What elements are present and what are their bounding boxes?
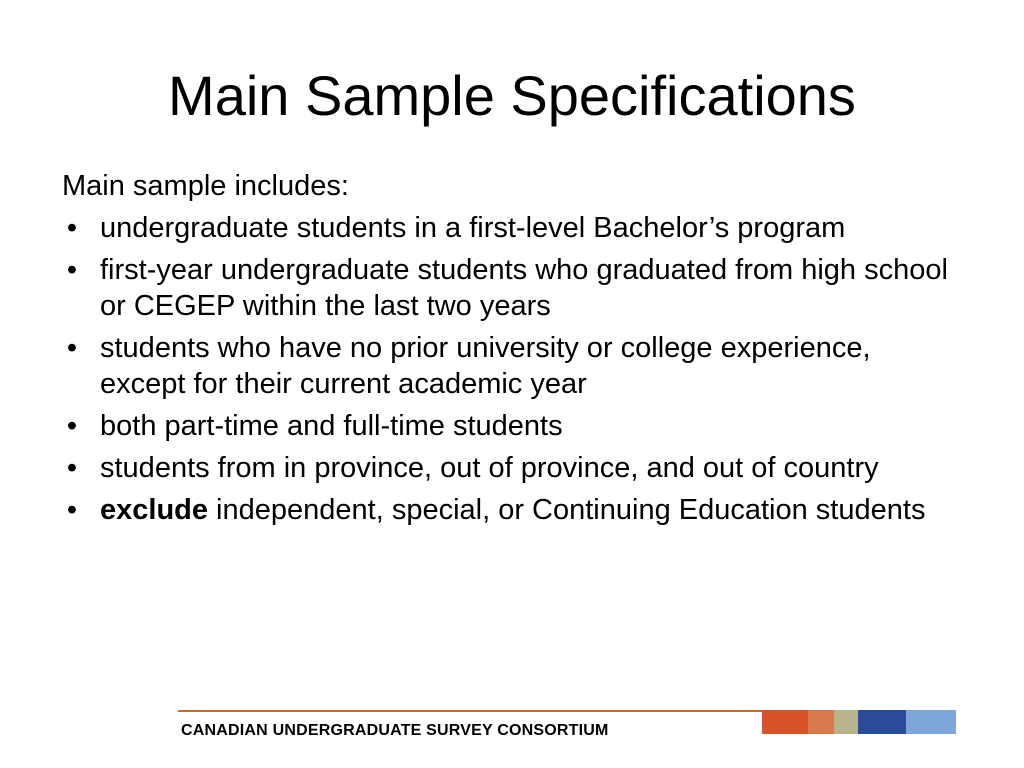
bullet-icon: •: [66, 452, 78, 484]
bullet-text: both part-time and full-time students: [100, 410, 563, 442]
bullet-item: [62, 408, 962, 444]
bullet-item: [62, 450, 962, 486]
bullet-item: [62, 330, 962, 402]
bullet-text: independent, special, or Continuing Education students: [208, 494, 926, 526]
bullet-item: [62, 492, 962, 528]
footer-color-block: [762, 710, 808, 734]
bullet-text: first-year undergraduate students who graduated from high school or CEGEP within the last two years: [100, 254, 948, 322]
footer-color-block: [906, 710, 956, 734]
bullet-emphasis: exclude: [100, 494, 208, 526]
bullet-item: [62, 252, 962, 324]
bullet-list: [62, 210, 962, 528]
footer-divider: [178, 710, 764, 712]
intro-text: Main sample includes:: [62, 170, 349, 202]
bullet-icon: •: [66, 332, 78, 364]
footer-color-block: [834, 710, 858, 734]
footer-color-bar: [762, 710, 956, 734]
slide-title: Main Sample Specifications: [168, 64, 856, 127]
footer-color-block: [808, 710, 834, 734]
bullet-item: [62, 210, 962, 246]
slide-body: [62, 168, 962, 534]
footer-label: CANADIAN UNDERGRADUATE SURVEY CONSORTIUM: [181, 722, 609, 739]
bullet-icon: •: [66, 494, 78, 526]
bullet-text: undergraduate students in a first-level Bachelor’s program: [100, 212, 846, 244]
bullet-text: students who have no prior university or college experience, except for their current academic year: [100, 332, 871, 400]
footer-color-block: [858, 710, 906, 734]
bullet-icon: •: [66, 254, 78, 286]
bullet-icon: •: [66, 410, 78, 442]
bullet-icon: •: [66, 212, 78, 244]
bullet-text: students from in province, out of province, and out of country: [100, 452, 879, 484]
